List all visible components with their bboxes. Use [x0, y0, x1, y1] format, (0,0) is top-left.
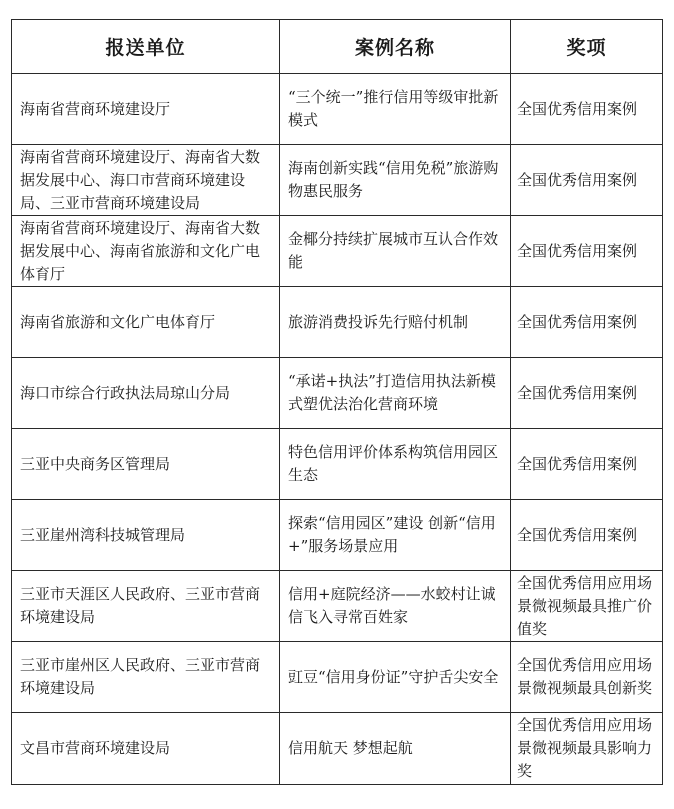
table-row — [12, 287, 663, 358]
cell-award: 全国优秀信用案例 — [511, 500, 663, 571]
cell-case: 旅游消费投诉先行赔付机制 — [280, 287, 511, 358]
table-row — [12, 216, 663, 287]
cell-unit: 海南省营商环境建设厅 — [12, 74, 280, 145]
cell-case: 金椰分持续扩展城市互认合作效能 — [280, 216, 511, 287]
table-row — [12, 571, 663, 642]
cell-award: 全国优秀信用案例 — [511, 216, 663, 287]
table-row — [12, 429, 663, 500]
cell-unit: 三亚崖州湾科技城管理局 — [12, 500, 280, 571]
cell-unit: 海口市综合行政执法局琼山分局 — [12, 358, 280, 429]
cell-award: 全国优秀信用应用场景微视频最具推广价值奖 — [511, 571, 663, 642]
awards-table — [11, 19, 663, 785]
cell-case: 探索“信用园区”建设 创新“信用+”服务场景应用 — [280, 500, 511, 571]
cell-unit: 海南省旅游和文化广电体育厅 — [12, 287, 280, 358]
table-row — [12, 642, 663, 713]
table-header-row — [12, 20, 663, 74]
table-row — [12, 500, 663, 571]
cell-award: 全国优秀信用案例 — [511, 74, 663, 145]
table-row — [12, 358, 663, 429]
cell-case: “承诺+执法”打造信用执法新模式塑优法治化营商环境 — [280, 358, 511, 429]
cell-unit: 海南省营商环境建设厅、海南省大数据发展中心、海口市营商环境建设局、三亚市营商环境建设局 — [12, 145, 280, 216]
cell-case: “三个统一”推行信用等级审批新模式 — [280, 74, 511, 145]
cell-award: 全国优秀信用应用场景微视频最具创新奖 — [511, 642, 663, 713]
cell-unit: 海南省营商环境建设厅、海南省大数据发展中心、海南省旅游和文化广电体育厅 — [12, 216, 280, 287]
header-award: 奖项 — [511, 20, 663, 74]
cell-unit: 文昌市营商环境建设局 — [12, 713, 280, 785]
table-row — [12, 145, 663, 216]
cell-award: 全国优秀信用案例 — [511, 429, 663, 500]
cell-case: 特色信用评价体系构筑信用园区生态 — [280, 429, 511, 500]
cell-award: 全国优秀信用案例 — [511, 287, 663, 358]
cell-award: 全国优秀信用应用场景微视频最具影响力奖 — [511, 713, 663, 785]
cell-case: 信用航天 梦想起航 — [280, 713, 511, 785]
cell-unit: 三亚市崖州区人民政府、三亚市营商环境建设局 — [12, 642, 280, 713]
cell-case: 豇豆“信用身份证”守护舌尖安全 — [280, 642, 511, 713]
header-case: 案例名称 — [280, 20, 511, 74]
cell-unit: 三亚中央商务区管理局 — [12, 429, 280, 500]
cell-case: 海南创新实践“信用免税”旅游购物惠民服务 — [280, 145, 511, 216]
header-unit: 报送单位 — [12, 20, 280, 74]
cell-case: 信用+庭院经济——水蛟村让诚信飞入寻常百姓家 — [280, 571, 511, 642]
cell-award: 全国优秀信用案例 — [511, 358, 663, 429]
cell-award: 全国优秀信用案例 — [511, 145, 663, 216]
table-row — [12, 713, 663, 785]
cell-unit: 三亚市天涯区人民政府、三亚市营商环境建设局 — [12, 571, 280, 642]
table-row — [12, 74, 663, 145]
